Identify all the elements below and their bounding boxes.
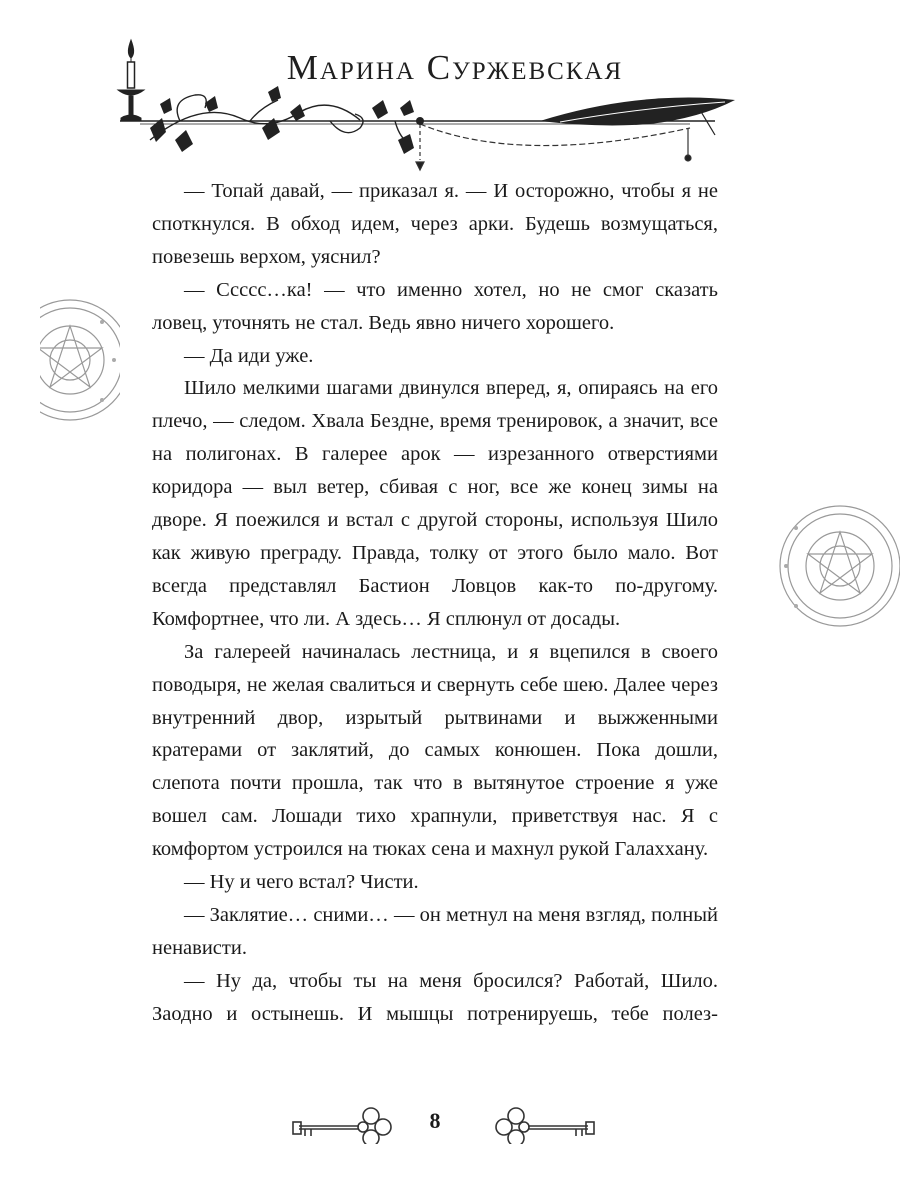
paragraph-5: За галереей начиналась лестница, и я вцепился в своего поводыря, не желая свалиться и свернуть себе шею. Далее через внутренний двор, изрытый рытвинами и выжженными кратерами от заклятий, до самых конюшен. Пока дошли, слепота почти прошла, так что в вытянутое строение я уже вошел сам. Лошади тихо храпнули, приветствуя нас. Я с комфортом устроился на тюках сена и махнул рукой Галаххану. bbox=[152, 640, 718, 861]
paragraph-2: — Ссссс…ка! — что именно хотел, но не смог сказать ловец, уточнять не стал. Ведь явно ничего хорошего. bbox=[152, 278, 718, 334]
paragraph-4: Шило мелкими шагами двинулся вперед, я, опираясь на его плечо, — следом. Хвала Бездне, время тренировок, а значит, все на полигонах. В галерее арок — изрезанного отверстиями коридора — выл ветер, сбивая с ног, все же конец зимы на дворе. Я поежился и встал с другой стороны, используя Шило как живую преграду. Правда, толку от этого было мало. Вот всегда представлял Бастион Ловцов как-то по-другому. Комфортнее, что ли. А здесь… Я сплюнул от досады. bbox=[152, 377, 718, 630]
candle-icon bbox=[118, 40, 144, 121]
key-icon bbox=[285, 1104, 395, 1144]
chain-icon bbox=[416, 124, 691, 170]
pentagram-circle-left bbox=[40, 292, 120, 437]
key-icon bbox=[492, 1104, 602, 1144]
pentagram-circle-icon bbox=[40, 292, 120, 432]
author-name: Марина Суржевская bbox=[286, 48, 624, 87]
paragraph-1: — Топай давай, — приказал я. — И осторожно, чтобы я не споткнулся. В обход идем, через арки. Будешь возмущаться, повезешь верхом, уяснил? bbox=[152, 180, 718, 268]
quill-icon bbox=[540, 98, 735, 135]
book-page-text bbox=[152, 175, 718, 1031]
pentagram-circle-right bbox=[778, 500, 900, 645]
paragraph-8: — Ну да, чтобы ты на меня бросился? Работай, Шило. Заодно и остынешь. И мышцы потренируешь, тебе полез- bbox=[152, 969, 718, 1025]
page-footer bbox=[0, 1098, 900, 1158]
page-header bbox=[0, 0, 900, 175]
pentagram-circle-icon bbox=[778, 500, 900, 640]
paragraph-7: — Заклятие… сними… — он метнул на меня взгляд, полный ненависти. bbox=[152, 903, 718, 959]
paragraph-6: — Ну и чего встал? Чисти. bbox=[184, 871, 419, 894]
page-number: 8 bbox=[429, 1108, 441, 1133]
paragraph-3: — Да иди уже. bbox=[184, 344, 314, 367]
